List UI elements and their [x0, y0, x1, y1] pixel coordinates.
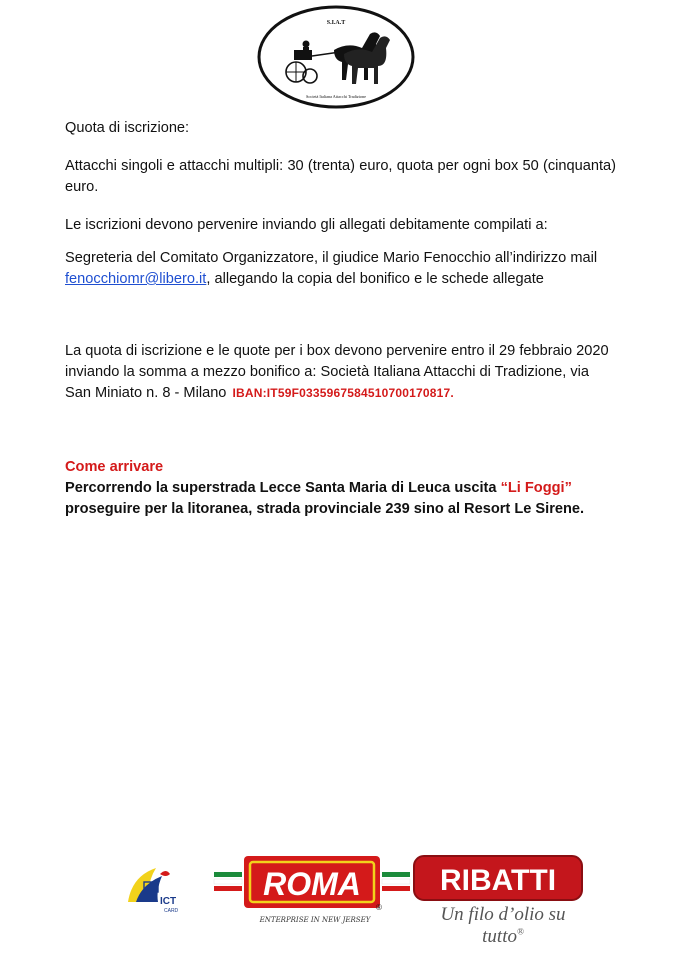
payment-paragraph	[65, 341, 616, 404]
directions-exit: “Li Foggi”	[500, 480, 572, 496]
payment-text: La quota di iscrizione e le quote per i box devono pervenire entro il 29 febbraio 2020 inviando la somma a mezzo bonifico a: Società Italiana Attacchi di Tradizione, via San Miniato n. 8 - Milano	[65, 343, 609, 401]
secretary-line-end: , allegando la copia del bonifico e le schede allegate	[206, 271, 544, 287]
ribatti-label: RIBATTI	[439, 864, 557, 897]
sponsor-footer	[0, 840, 679, 950]
siat-tagline: Società Italiana Attacchi Tradizione	[306, 94, 366, 99]
directions-text	[65, 478, 616, 520]
email-link[interactable]: fenocchiomr@libero.it	[65, 271, 207, 287]
quota-heading: Quota di iscrizione:	[65, 120, 190, 136]
roma-reg: ®	[376, 903, 382, 912]
enterprise-text: ENTERPRISE IN NEW JERSEY	[259, 916, 371, 924]
secretary-line: Segreteria del Comitato Organizzatore, il giudice Mario Fenocchio all’indirizzo mail	[65, 250, 598, 266]
directions-part2: proseguire per la litoranea, strada provinciale 239 sino al Resort Le Sirene.	[65, 501, 585, 517]
directions-heading: Come arrivare	[65, 459, 164, 475]
ribatti-logo	[412, 854, 584, 904]
ict-label: ICT	[160, 896, 177, 907]
iban-code: IBAN:IT59F0335967584510700170817.	[232, 386, 454, 400]
ribatti-slogan	[418, 904, 588, 948]
roma-label: ROMA	[263, 866, 361, 902]
directions-section	[65, 457, 616, 520]
fees-paragraph: Attacchi singoli e attacchi multipli: 30 (trenta) euro, quota per ogni box 50 (cinquanta) euro.	[65, 158, 616, 195]
directions-part1: Percorrendo la superstrada Lecce Santa Maria di Leuca uscita	[65, 480, 497, 496]
secretary-paragraph	[65, 248, 616, 290]
siat-logo	[256, 4, 416, 110]
ribatti-reg: ®	[517, 926, 524, 937]
siat-acronym: S.I.A.T	[326, 20, 346, 26]
ict-sub: CARD	[164, 908, 179, 914]
ribatti-slogan-text: Un filo d’olio su tutto	[440, 904, 566, 947]
submission-intro: Le iscrizioni devono pervenire inviando gli allegati debitamente compilati a:	[65, 217, 548, 233]
siat-logo-graphic	[256, 4, 416, 110]
ict-card-logo	[122, 862, 184, 914]
roma-logo	[212, 852, 412, 914]
